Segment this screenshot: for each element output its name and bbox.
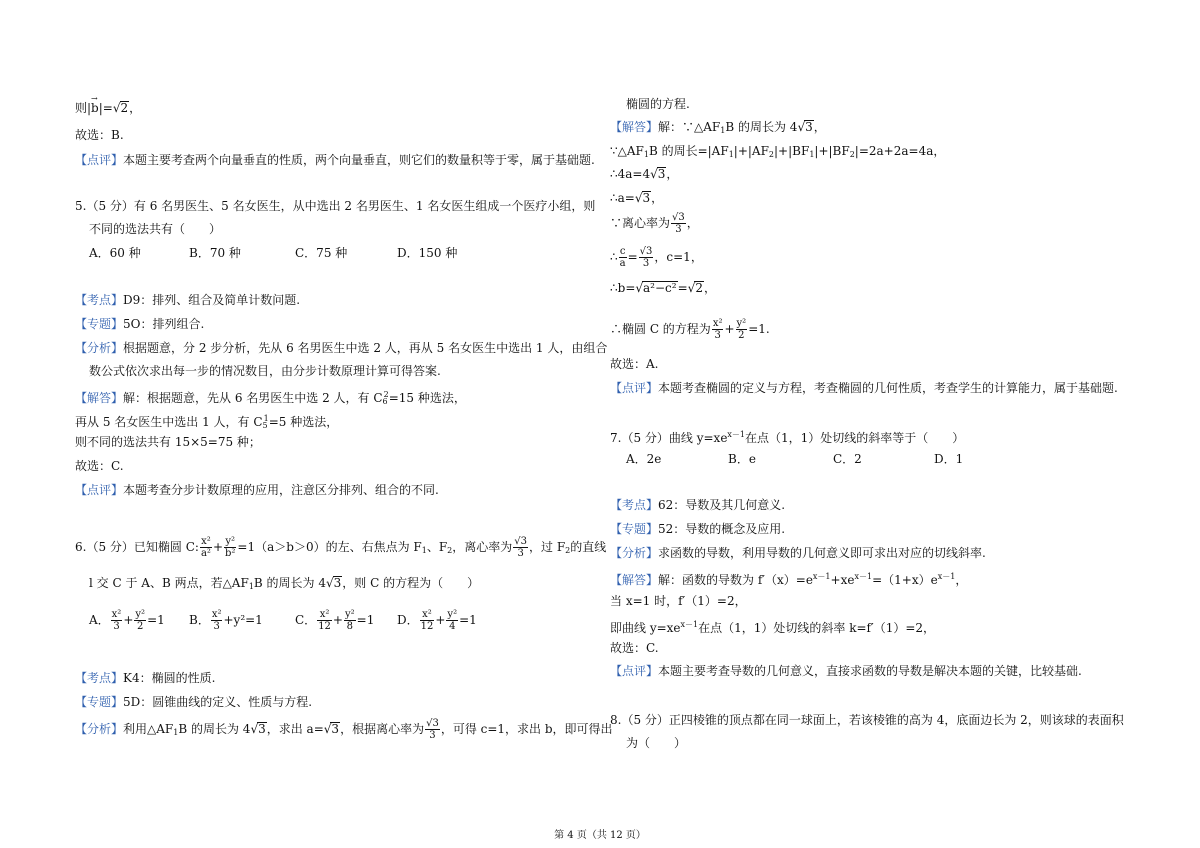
q7-solution-line: 【解答】解：函数的导数为 $f'(x)=e^{x-1}+xe^{x-1}=(1+x)e^{x-1}$， — [610, 572, 968, 587]
q7-topic-line: 【专题】52：导数的概念及应用. — [610, 522, 786, 536]
q5-option-d: D．150 种 — [397, 246, 458, 260]
fraction: $\frac{\text{x²}}{\text{a²}}$ — [200, 536, 211, 559]
q6-analysis-cont: 椭圆的方程. — [626, 97, 690, 111]
q7-option-d: D．1 — [934, 452, 964, 466]
q7-option-a: A．2e — [626, 452, 662, 466]
vector-result-line: 则|→ b|=√2， — [75, 100, 141, 116]
page-footer: 第 4 页（共 12 页） — [554, 830, 646, 841]
question-6-stem-cont: l 交 C 于 A、B 两点，若$\triangle AF_1B$ 的周长为 4√3，则 C 的方程为（ ） — [89, 576, 480, 591]
question-5-stem-cont: 不同的选法共有（ ） — [89, 222, 222, 236]
q6-solution-perimeter: $\because\triangle AF_1B$ 的周长$=|AF_1|+|AF_2|+|BF_1|+|BF_2|=2a+2a=4a$， — [610, 144, 946, 159]
q6-solution-c: ∴ $\frac{c}{a}$ = $\frac{√3}{3}$ ，c=1， — [610, 246, 703, 269]
comment-line: 【点评】本题主要考查两个向量垂直的性质，两个向量垂直，则它们的数量积等于零，属于基础题. — [75, 153, 595, 167]
question-5-stem: 5.（5 分）有 6 名男医生、5 名女医生，从中选出 2 名男医生、1 名女医生组成一个医疗小组，则 — [75, 199, 596, 213]
question-7-stem: 7.（5 分）曲线 $y=xe^{x-1}$在点（1，1）处切线的斜率等于（ ） — [610, 430, 965, 445]
q6-option-c: C． $\frac{\text{x²}}{12}$ + $\frac{\text{y²}}{8}$ =1 — [295, 609, 375, 632]
q7-solution-line-2: 当 x=1 时，f′（1）=2， — [610, 594, 747, 608]
question-6-stem: 6.（5 分）已知椭圆 C: $\frac{\text{x²}}{\text{a²}}$ + $\frac{\text{y²}}{\text{b²}}$ =1（a＞b＞0）的左、右焦点为 $F_1$、$F_2$，离心率为 $\frac{√3}{3}$ ，过 $F_2$的直线 — [75, 536, 607, 559]
q6-solution-a: ∴a=√3， — [610, 191, 664, 205]
fraction: $\frac{\text{y²}}{\text{b²}}$ — [225, 536, 236, 559]
q6-analysis-line: 【分析】利用$\triangle AF_1B$ 的周长为 4√3，求出 a=√3，根据离心率为 $\frac{√3}{3}$ ，可得 c=1，求出 b，即可得出 — [75, 718, 613, 741]
q5-solution-line: 【解答】解：根据题意，先从 6 名男医生中选 2 人，有 $C_6^2=15$ 种选法， — [75, 390, 466, 406]
q6-solution-b: ∴b=√a²−c²=√2， — [610, 281, 716, 295]
q5-option-b: B．70 种 — [189, 246, 241, 260]
q6-solution-line: 【解答】解：$\because\triangle AF_1B$ 的周长为 4√3， — [610, 120, 826, 135]
q7-option-c: C．2 — [833, 452, 862, 466]
q6-comment-line: 【点评】本题考查椭圆的定义与方程，考查椭圆的几何性质，考查学生的计算能力，属于基础题. — [610, 381, 1118, 395]
q6-answer: 故选：A. — [610, 357, 659, 371]
q5-analysis-cont: 数公式依次求出每一步的情况数目，由分步计数原理计算可得答案. — [89, 364, 441, 378]
fraction: $\frac{√3}{3}$ — [514, 536, 527, 559]
q7-comment-line: 【点评】本题主要考查导数的几何意义，直接求函数的导数是解决本题的关键，比较基础. — [610, 664, 1082, 678]
q5-option-c: C．75 种 — [295, 246, 348, 260]
q6-solution-equation: ∴椭圆 C 的方程为 $\frac{\text{x²}}{3}$ + $\frac{\text{y²}}{2}$ =1. — [610, 318, 770, 341]
q6-option-d: D． $\frac{\text{x²}}{12}$ + $\frac{\text{y²}}{4}$ =1 — [397, 609, 477, 632]
q6-option-a: A． $\frac{\text{x²}}{3}$ + $\frac{\text{y²}}{2}$ =1 — [89, 609, 165, 632]
q5-comment-line: 【点评】本题考查分步计数原理的应用，注意区分排列、组合的不同. — [75, 483, 439, 497]
question-8-stem-cont: 为（ ） — [626, 736, 687, 750]
q6-solution-eccentricity: ∵离心率为 $\frac{√3}{3}$ ， — [610, 212, 699, 235]
q7-option-b: B．e — [728, 452, 756, 466]
q6-point-line: 【考点】K4：椭圆的性质. — [75, 671, 216, 685]
vector-b: → b — [91, 100, 99, 116]
q5-topic-line: 【专题】5O：排列组合. — [75, 317, 205, 331]
q6-topic-line: 【专题】5D：圆锥曲线的定义、性质与方程. — [75, 695, 313, 709]
q5-point-line: 【考点】D9：排列、组合及简单计数问题. — [75, 293, 301, 307]
q5-solution-line-2: 再从 5 名女医生中选出 1 人，有 $C_5^1=5$ 种选法， — [75, 414, 339, 430]
q6-solution-4a: ∴4a=4√3， — [610, 167, 679, 181]
q5-solution-line-3: 则不同的选法共有 15×5=75 种； — [75, 435, 261, 449]
question-8-stem: 8.（5 分）正四棱锥的顶点都在同一球面上，若该棱锥的高为 4，底面边长为 2，则该球的表面积 — [610, 713, 1124, 727]
q7-answer: 故选：C. — [610, 641, 659, 655]
q7-point-line: 【考点】62：导数及其几何意义. — [610, 498, 786, 512]
q7-solution-line-3: 即曲线 $y=xe^{x-1}$在点（1，1）处切线的斜率 k=f′（1）=2， — [610, 620, 936, 635]
answer-line: 故选：B. — [75, 128, 124, 142]
q7-analysis-line: 【分析】求函数的导数，利用导数的几何意义即可求出对应的切线斜率. — [610, 546, 986, 560]
q5-option-a: A．60 种 — [89, 246, 141, 260]
q5-solution-line-4: 故选：C. — [75, 459, 124, 473]
q5-analysis-line: 【分析】根据题意，分 2 步分析，先从 6 名男医生中选 2 人，再从 5 名女医生中选出 1 人，由组合 — [75, 341, 608, 355]
q6-option-b: B． $\frac{\text{x²}}{3}$ +y²=1 — [189, 609, 263, 632]
comment-tag: 【点评】 — [75, 153, 124, 167]
